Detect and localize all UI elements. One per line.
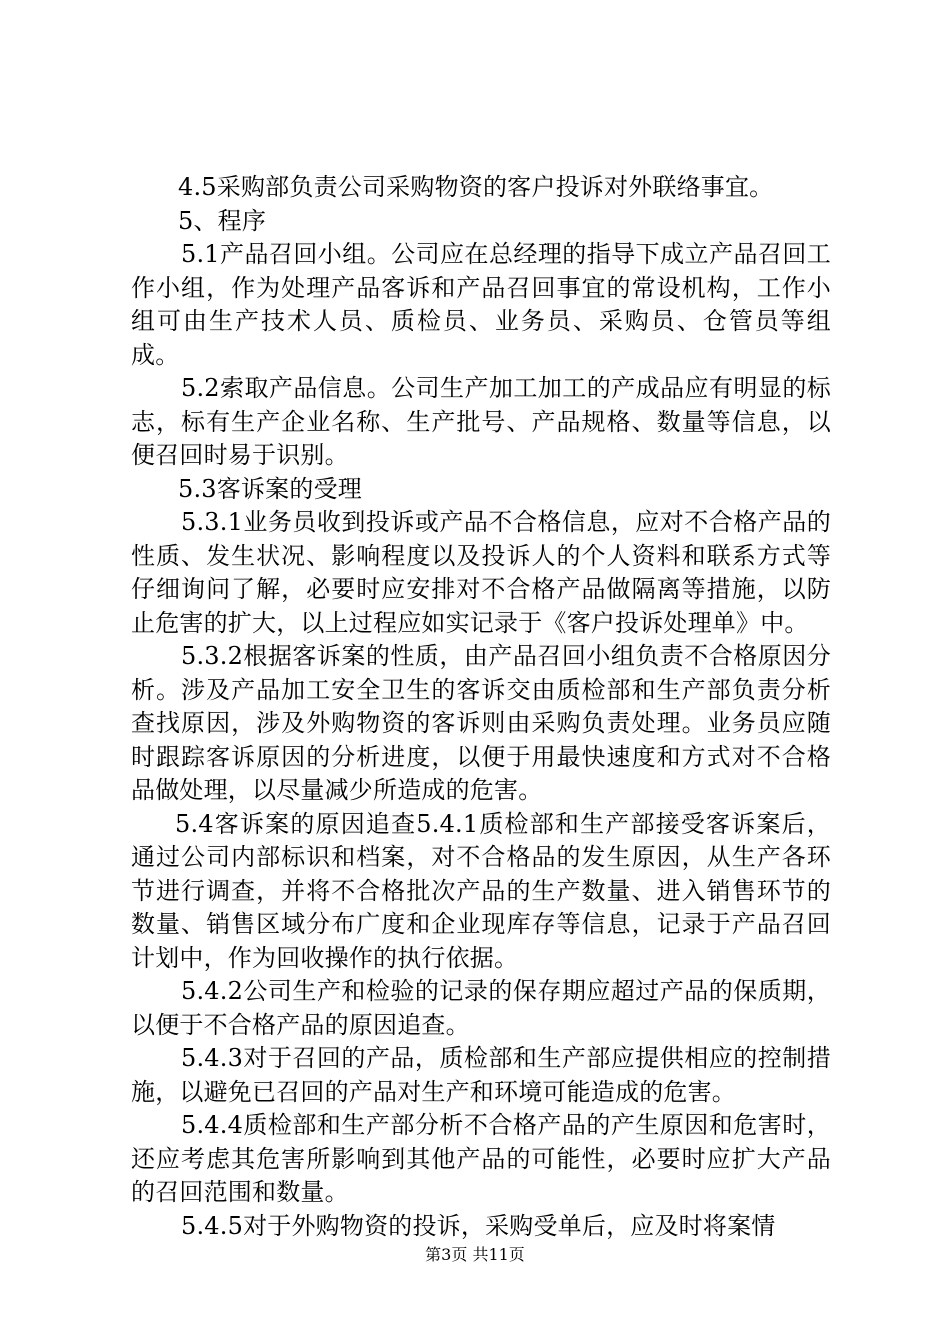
paragraph-5-4-5: 5.4.5对于外购物资的投诉，采购受单后，应及时将案情 [181,1211,776,1240]
paragraph-4-5: 4.5采购部负责公司采购物资的客户投诉对外联络事宜。 [178,173,774,201]
document-body [131,171,831,1243]
heading-5-3: 5.3客诉案的受理 [178,474,362,503]
heading-procedure: 5、程序 [178,206,267,235]
paragraph-5-4-4: 5.4.4质检部和生产部分析不合格产品的产生原因和危害时，还应考虑其危害所影响到其他产品的可能性，必要时应扩大产品的召回范围和数量。 [131,1111,831,1206]
paragraph-5-3-1: 5.3.1业务员收到投诉或产品不合格信息，应对不合格产品的性质、发生状况、影响程度以及投诉人的个人资料和联系方式等仔细询问了解，必要时应安排对不合格产品做隔离等措施，以防止危害的扩大，以上过程应如实记录于《客户投诉处理单》中。 [131,508,831,637]
paragraph-5-4-2: 5.4.2公司生产和检验的记录的保存期应超过产品的保质期，以便于不合格产品的原因追查。 [131,977,831,1039]
paragraph-5-4: 5.4客诉案的原因追查5.4.1质检部和生产部接受客诉案后，通过公司内部标识和档案，对不合格品的发生原因，从生产各环节进行调查，并将不合格批次产品的生产数量、进入销售环节的数量、销售区域分布广度和企业现库存等信息，记录于产品召回计划中，作为回收操作的执行依据。 [131,809,831,972]
page-number-footer: 第3页 共11页 [425,1245,525,1264]
paragraph-5-1: 5.1产品召回小组。公司应在总经理的指导下成立产品召回工作小组，作为处理产品客诉和产品召回事宜的常设机构，工作小组可由生产技术人员、质检员、业务员、采购员、仓管员等组成。 [131,240,831,369]
paragraph-5-2: 5.2索取产品信息。公司生产加工加工的产成品应有明显的标志，标有生产企业名称、生产批号、产品规格、数量等信息，以便召回时易于识别。 [131,374,831,469]
paragraph-5-3-2: 5.3.2根据客诉案的性质，由产品召回小组负责不合格原因分析。涉及产品加工安全卫生的客诉交由质检部和生产部负责分析查找原因，涉及外购物资的客诉则由采购负责处理。业务员应随时跟踪客诉原因的分析进度，以便于用最快速度和方式对不合格品做处理，以尽量减少所造成的危害。 [131,642,831,804]
paragraph-5-4-3: 5.4.3对于召回的产品，质检部和生产部应提供相应的控制措施，以避免已召回的产品对生产和环境可能造成的危害。 [131,1044,831,1106]
